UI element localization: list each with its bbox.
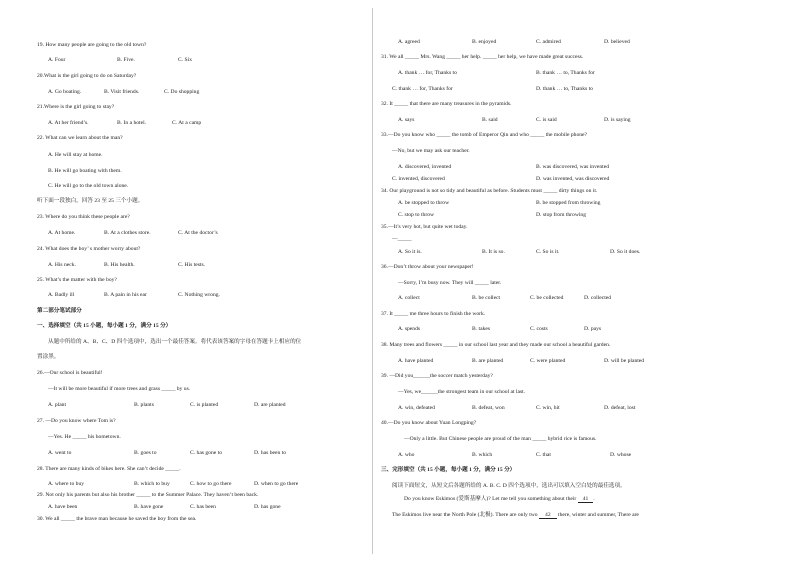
question-34: 34. Our playground is not so tidy and beautiful as before. Students must _____ dirty things on it.: [381, 188, 598, 194]
q23-option-c: C. At the doctor’s: [178, 230, 218, 236]
listening-instruction: 听下面一段独白，回答 23 至 25 三个小题。: [37, 198, 144, 204]
question-33-line2: —No, but we may ask our teacher.: [392, 148, 470, 154]
question-27-line1: 27. —Do you know where Tom is?: [37, 418, 116, 424]
q30-option-c: C. admired: [536, 39, 561, 45]
blank-42: 42: [539, 512, 557, 519]
q20-option-a: A. Go boating.: [48, 89, 82, 95]
q28-option-b: B. which to buy: [134, 481, 170, 487]
q23-option-a: A. At home.: [48, 230, 76, 236]
q24-option-a: A. His neck.: [48, 262, 76, 268]
q27-option-b: B. goes to: [134, 450, 157, 456]
q27-option-d: D. has been to: [254, 450, 287, 456]
q40-option-d: D. whose: [610, 452, 632, 458]
q28-option-d: D. when to go there: [254, 481, 299, 487]
question-25: 25. What’s the matter with the boy?: [37, 277, 117, 283]
q21-option-b: B. In a hotel.: [117, 120, 147, 126]
passage-text-2b: there, winter and summer, There are: [558, 512, 639, 518]
q21-option-a: A. At her friend’s.: [48, 120, 89, 126]
question-35-line1: 35.—It’s very hot, but quite wet today.: [381, 224, 468, 230]
q24-option-b: B. His health.: [104, 262, 135, 268]
q30-option-a: A. agreed: [398, 39, 420, 45]
left-column: [0, 0, 372, 562]
q28-option-a: A. where to buy: [48, 481, 85, 487]
question-26-line1: 26.—Our school is beautiful!: [37, 370, 103, 376]
section-one-title: 一、选择填空（共 15 小题，每小题 1 分，满分 15 分）: [37, 323, 172, 329]
q26-option-c: C. is planted: [190, 402, 219, 408]
question-28: 28. There are many kinds of bikes here. She can’t decide _____.: [37, 466, 181, 472]
q31-option-d: D. thank … to, Thanks to: [536, 86, 593, 92]
q19-option-b: B. Five.: [117, 57, 135, 63]
passage-text-2a: The Eskimos live near the North Pole (北极). There are only two: [392, 512, 538, 518]
part-two-heading: 第二部分笔试部分: [37, 308, 82, 314]
q36-option-d: D. collected: [584, 295, 612, 301]
question-32: 32. It _____ that there are many treasures in the pyramids.: [381, 101, 512, 107]
section-one-instruction-cont: 置涂黑。: [37, 354, 60, 360]
question-19: 19. How many people are going to the old town?: [37, 42, 147, 48]
q35-option-a: A. So it is.: [398, 249, 422, 255]
q29-option-d: D. has gone: [254, 504, 281, 510]
section-three-title: 三、完形填空（共 15 小题，每小题 1 分，满分 15 分）: [381, 467, 516, 473]
q33-option-b: B. was discovered, was invented: [536, 164, 610, 170]
q27-option-a: A. went to: [48, 450, 72, 456]
q39-option-c: C. win, hit: [536, 405, 560, 411]
question-27-line2: —Yes. He _____ his hometown.: [48, 434, 121, 440]
q25-option-b: B. A pain in his ear: [104, 292, 147, 298]
question-40-line1: 40.—Do you know about Yuan Longping?: [381, 420, 477, 426]
q38-option-a: A. have planted: [398, 358, 434, 364]
passage-line-1: [404, 496, 595, 503]
question-21: 21.Where is the girl going to stay?: [37, 104, 115, 110]
q20-option-b: B. Visit friends.: [104, 89, 140, 95]
question-26-line2: —It will be more beautiful if more trees and grass _____ by us.: [48, 386, 191, 392]
q29-option-b: B. have gone: [134, 504, 164, 510]
q19-option-a: A. Four: [48, 57, 66, 63]
q31-option-c: C. thank … for, Thanks for: [392, 86, 453, 92]
q23-option-b: B. At a clothes store.: [104, 230, 151, 236]
q25-option-a: A. Badly ill: [48, 292, 75, 298]
question-31: 31. We all _____ Mrs. Wang _____ her help. _____ her help, we have made great success.: [381, 54, 584, 60]
question-40-line2: —Only a little. But Chinese people are proud of the man _____ hybrid rice is famous.: [404, 436, 597, 442]
q28-option-c: C. how to go there: [190, 481, 232, 487]
q40-option-b: B. which: [472, 452, 493, 458]
passage-line-2: [392, 512, 639, 519]
question-24: 24. What does the boy’ s mother worry about?: [37, 246, 141, 252]
q34-option-a: A. be stopped to throw: [398, 200, 450, 206]
q36-option-c: C. be collected: [530, 295, 564, 301]
q31-option-a: A. thank … for, Thanks to: [398, 70, 457, 76]
q32-option-a: A. says: [398, 117, 415, 123]
q34-option-b: B. be stopped from throwing: [536, 200, 601, 206]
q22-option-c: C. He will go to the old town alone.: [48, 183, 129, 189]
question-22: 22. What can we learn about the man?: [37, 135, 123, 141]
q36-option-a: A. collect: [398, 295, 420, 301]
q34-option-c: C. stop to throw: [398, 212, 435, 218]
q25-option-c: C. Nothing wrong.: [178, 292, 220, 298]
q33-option-c: C. invented, discovered: [392, 176, 445, 182]
question-33-line1: 33.—Do you know who _____ the tomb of Emperor Qin and who _____ the mobile phone?: [381, 132, 588, 138]
question-37: 37. It _____ me three hours to finish the work.: [381, 311, 486, 317]
q37-option-c: C. costs: [530, 326, 548, 332]
right-column: [374, 0, 794, 562]
q38-option-d: D. will be planted: [604, 358, 645, 364]
q39-option-d: D. defeat, lost: [604, 405, 636, 411]
column-divider: [372, 8, 373, 554]
q32-option-b: B. said: [482, 117, 498, 123]
q19-option-c: C. Six: [178, 57, 192, 63]
q40-option-a: A. who: [398, 452, 415, 458]
q40-option-c: C. that: [536, 452, 551, 458]
q22-option-a: A. He will stay at home.: [48, 152, 103, 158]
q32-option-c: C. is said: [536, 117, 557, 123]
question-36-line1: 36.—Don’t throw about your newspaper!: [381, 264, 474, 270]
q30-option-b: B. enjoyed: [472, 39, 497, 45]
q37-option-d: D. pays: [584, 326, 602, 332]
q26-option-a: A. plant: [48, 402, 67, 408]
question-23: 23. Where do you think these people are?: [37, 214, 130, 220]
question-38: 38. Many trees and flowers _____ in our school last year and they made our school a beautiful garden.: [381, 342, 611, 348]
q27-option-c: C. has gone to: [190, 450, 223, 456]
q39-option-b: B. defeat, won: [472, 405, 505, 411]
question-39-line1: 39. —Did you______the soccer match yesterday?: [381, 373, 493, 379]
passage-text-1: Do you know Eskimos (爱斯基摩人)? Let me tell you something about their: [404, 496, 577, 502]
q39-option-a: A. win, defeated: [398, 405, 435, 411]
q33-option-d: D. was invented, was discovered: [536, 176, 610, 182]
q38-option-c: C. were planted: [530, 358, 566, 364]
question-39-line2: —Yes, we______the strongest team in our school at last.: [398, 389, 526, 395]
q30-option-d: D. believed: [604, 39, 630, 45]
q29-option-c: C. has been: [190, 504, 216, 510]
passage-period: .: [593, 496, 595, 502]
q26-option-b: B. plants: [134, 402, 154, 408]
blank-41: 41: [578, 496, 594, 503]
question-36-line2: —Sorry, I’m busy now. They will _____ later.: [398, 280, 502, 286]
section-three-instruction: 阅读下面短文，从短文后各题所给的 A. B. C. D 四个选项中，选出可以填入空白处的最佳选项。: [392, 483, 626, 489]
q36-option-b: B. be collect: [472, 295, 501, 301]
q24-option-c: C. His tests.: [178, 262, 206, 268]
question-35-line2: —_____: [392, 236, 412, 242]
q37-option-b: B. takes: [472, 326, 491, 332]
q34-option-d: D. stop from throwing: [536, 212, 587, 218]
q31-option-b: B. thank … to, Thanks for: [536, 70, 595, 76]
q22-option-b: B. He will go boating with them.: [48, 168, 122, 174]
section-one-instruction: 从题中所给的 A、B、C、D 四个选项中，选出一个最佳答案。将代表该答案的字母在答题卡上相应的位: [48, 339, 302, 345]
q32-option-d: D. is saying: [604, 117, 631, 123]
q35-option-c: C. So is it.: [536, 249, 560, 255]
q21-option-c: C. At a camp: [172, 120, 202, 126]
question-20: 20.What is the girl going to do on Saturday?: [37, 73, 137, 79]
question-30: 30. We all _____ the brave man because he saved the boy from the sea.: [37, 516, 197, 522]
q29-option-a: A. have been: [48, 504, 78, 510]
q37-option-a: A. spends: [398, 326, 421, 332]
q35-option-d: D. So it does.: [610, 249, 641, 255]
question-29: 29. Not only his parents but also his brother _____ to the Summer Palace. They haven’t been back.: [37, 492, 259, 498]
q26-option-d: D. are planted: [254, 402, 286, 408]
q33-option-a: A. discovered, invented: [398, 164, 452, 170]
q35-option-b: B. It is so.: [482, 249, 505, 255]
q38-option-b: B. are planted: [472, 358, 504, 364]
q20-option-c: C. Do shopping: [164, 89, 200, 95]
